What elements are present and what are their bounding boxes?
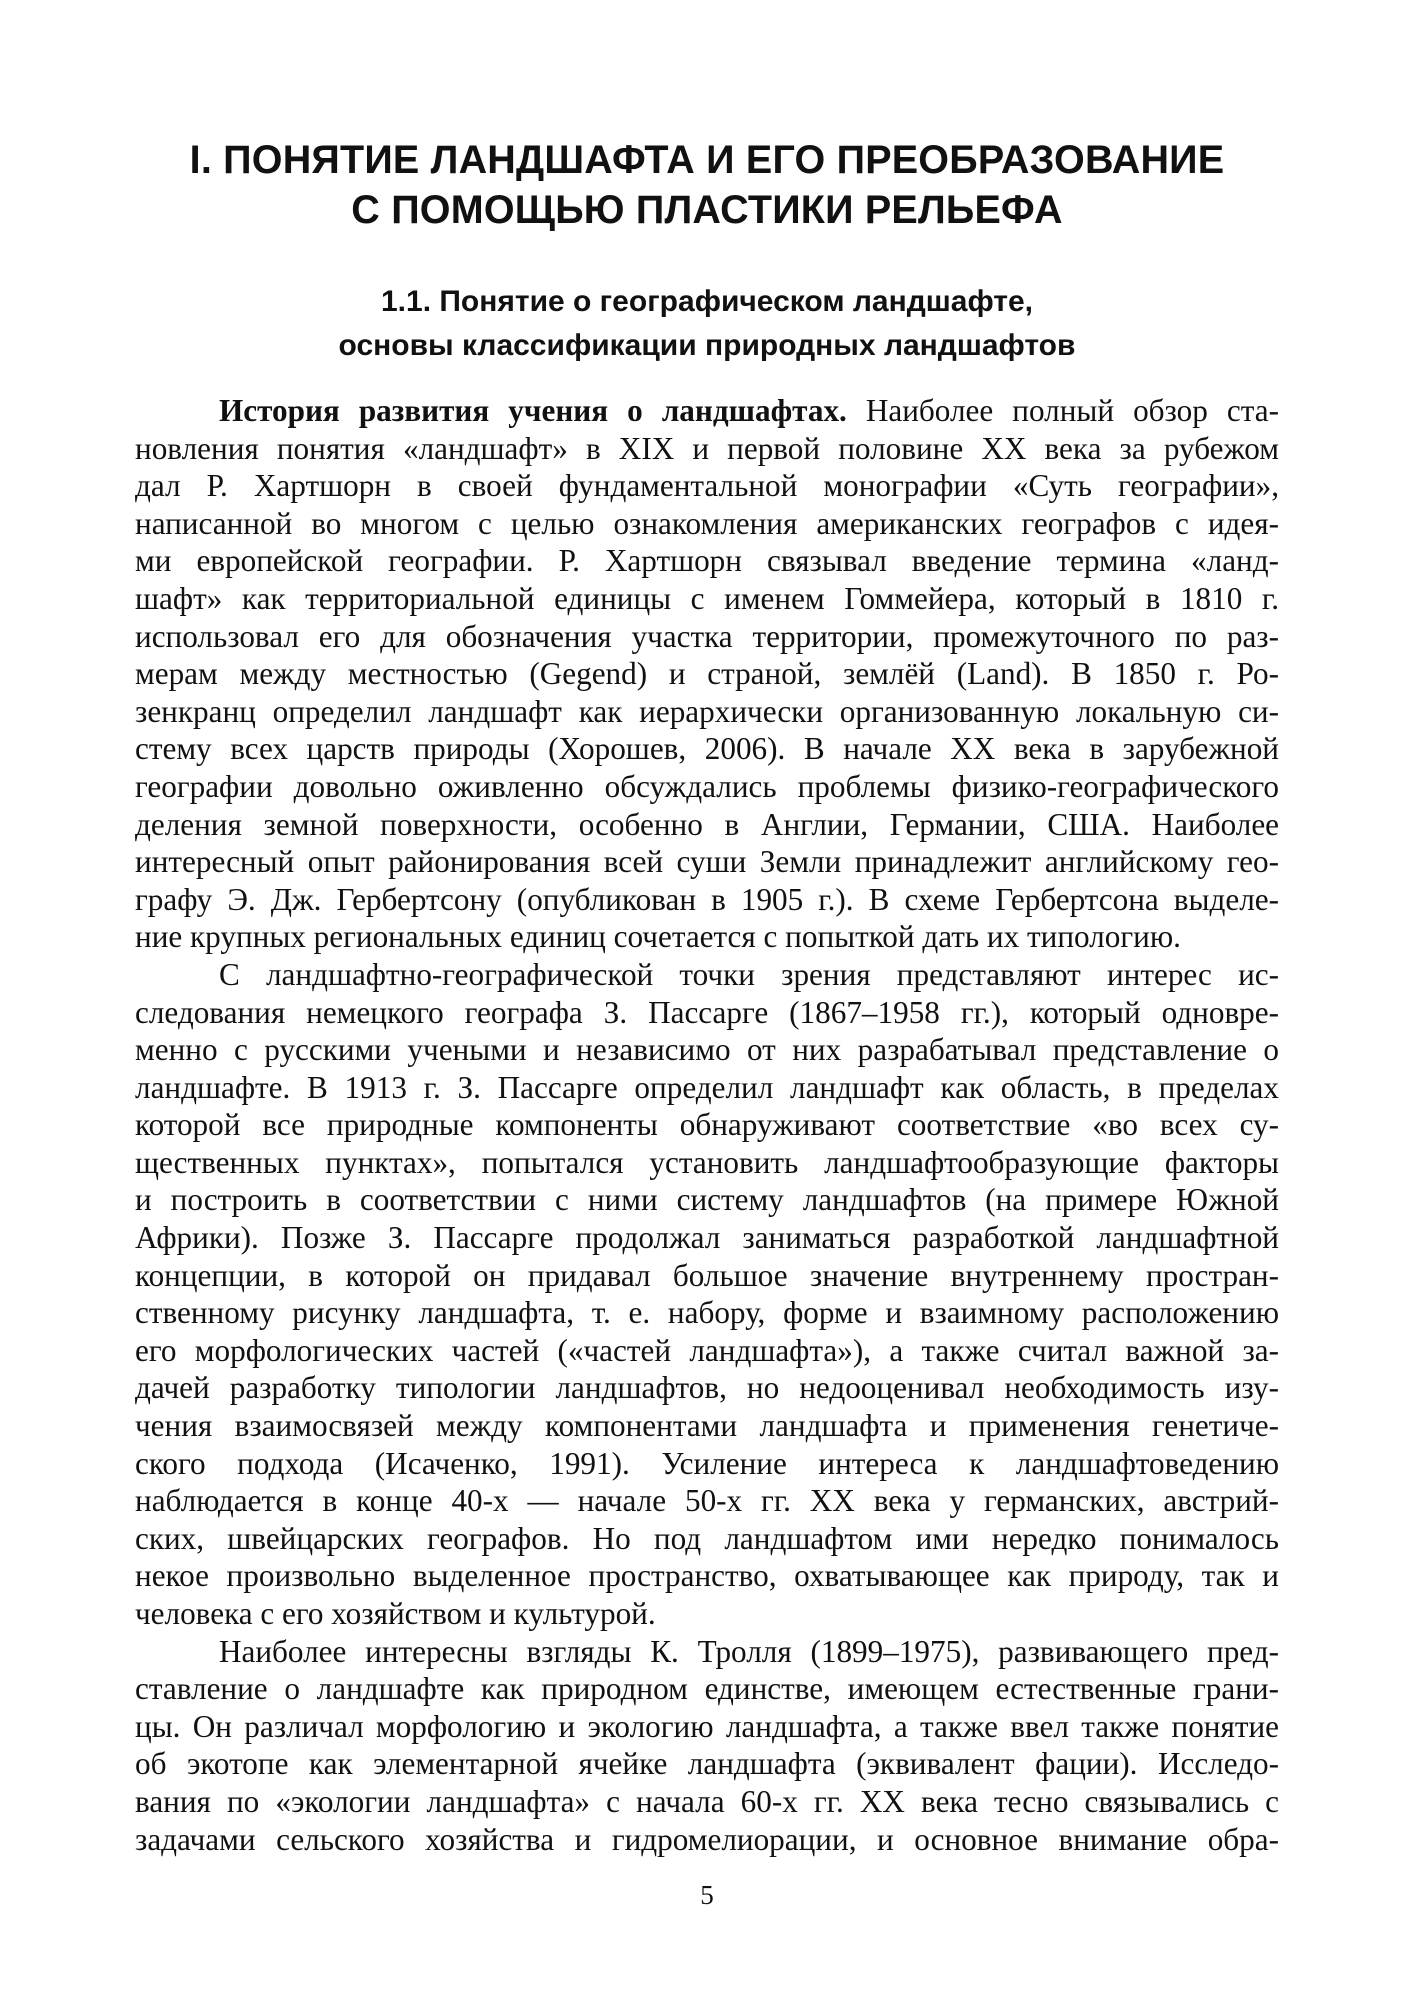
text-line: и построить в соответствии с ними систему ландшафтов (на примере Южной (135, 1182, 1279, 1218)
text-line: ских, швейцарских географов. Но под ландшафтом ими нередко понималось (135, 1520, 1279, 1556)
section-title-line: основы классификации природных ландшафтов (338, 329, 1076, 362)
text-line: Африки). Позже З. Пассарге продолжал заниматься разработкой ландшафтной (135, 1220, 1279, 1256)
chapter-title-line: I. ПОНЯТИЕ ЛАНДШАФТА И ЕГО ПРЕОБРАЗОВАНИЕ (189, 138, 1225, 182)
text-line: ского подхода (Исаченко, 1991). Усиление интереса к ландшафтоведению (135, 1445, 1279, 1481)
text-line: некое произвольно выделенное пространство, охватывающее как природу, так и (135, 1558, 1279, 1594)
text-line: интересный опыт районирования всей суши Земли принадлежит английскому гео- (135, 844, 1279, 880)
text-line: ственному рисунку ландшафта, т. е. набору, форме и взаимному расположению (135, 1295, 1279, 1331)
page-number: 5 (700, 1880, 714, 1910)
text-line: ставление о ландшафте как природном единстве, имеющем естественные грани- (135, 1671, 1279, 1707)
text-line: об экотопе как элементарной ячейке ландшафта (эквивалент фации). Исследо- (135, 1746, 1279, 1782)
text-line: шафт» как территориальной единицы с именем Гоммейера, который в 1810 г. (135, 580, 1279, 616)
text-line: дачей разработку типологии ландшафтов, но недооценивал необходимость изу- (135, 1370, 1279, 1406)
text-line: наблюдается в конце 40-х — начале 50-х гг. XX века у германских, австрий- (135, 1483, 1279, 1519)
text-line: географии довольно оживленно обсуждались проблемы физико-географического (135, 768, 1279, 804)
text-line: ми европейской географии. Р. Хартшорн связывал введение термина «ланд- (135, 543, 1279, 579)
chapter-title (135, 135, 1279, 235)
text-line: использовал его для обозначения участка территории, промежуточного по раз- (135, 618, 1279, 654)
text-line: человека с его хозяйством и культурой. (135, 1596, 656, 1631)
text-line: цы. Он различал морфологию и экологию ландшафта, а также ввел также понятие (135, 1708, 1279, 1744)
text-line: ландшафте. В 1913 г. З. Пассарге определил ландшафт как область, в пределах (135, 1069, 1279, 1105)
paragraph-lead: История развития учения о ландшафтах. (219, 393, 847, 428)
text-line: задачами сельского хозяйства и гидромелиорации, и основное внимание обра- (135, 1821, 1279, 1857)
text-line: дал Р. Хартшорн в своей фундаментальной монографии «Суть географии», (135, 468, 1279, 504)
text-line: щественных пунктах», попытался установить ландшафтообразующие факторы (135, 1144, 1279, 1180)
text-line: концепции, в которой он придавал большое значение внутреннему простран- (135, 1257, 1279, 1293)
text-line: стему всех царств природы (Хорошев, 2006). В начале XX века в зарубежной (135, 731, 1279, 767)
text-line: Наиболее интересны взгляды К. Тролля (1899–1975), развивающего пред- (219, 1633, 1279, 1669)
paragraph-2 (135, 956, 1279, 1633)
text-line: вания по «экологии ландшафта» с начала 60-х гг. XX века тесно связывались с (135, 1783, 1279, 1819)
body-text (135, 392, 1279, 1858)
text-line: следования немецкого географа З. Пассарге (1867–1958 гг.), который одновре- (135, 994, 1279, 1030)
text-line: новления понятия «ландшафт» в XIX и первой половине XX века за рубежом (135, 430, 1279, 466)
text-line: С ландшафтно-географической точки зрения представляют интерес ис- (219, 956, 1279, 992)
text-line: написанной во многом с целью ознакомления американских географов с идея- (135, 505, 1279, 541)
text-line: графу Э. Дж. Гербертсону (опубликован в 1905 г.). В схеме Гербертсона выделе- (135, 881, 1279, 917)
paragraph-1 (135, 392, 1279, 956)
document-page (135, 135, 1279, 1858)
text-line: мерам между местностью (Gegend) и страной, землёй (Land). В 1850 г. Ро- (135, 656, 1279, 692)
text-line: зенкранц определил ландшафт как иерархически организованную локальную си- (135, 693, 1279, 729)
section-title-line: 1.1. Понятие о географическом ландшафте, (380, 285, 1034, 318)
section-title (135, 280, 1279, 368)
chapter-title-line: С ПОМОЩЬЮ ПЛАСТИКИ РЕЛЬЕФА (351, 188, 1063, 232)
text-line: История развития учения о ландшафтах. Наиболее полный обзор ста- (219, 393, 1279, 428)
text-line: ние крупных региональных единиц сочетается с попыткой дать их типологию. (135, 919, 1181, 955)
paragraph-3 (135, 1633, 1279, 1859)
text-line: его морфологических частей («частей ландшафта»), а также считал важной за- (135, 1332, 1279, 1368)
text-line: чения взаимосвязей между компонентами ландшафта и применения генетиче- (135, 1408, 1279, 1444)
text-line: которой все природные компоненты обнаруживают соответствие «во всех су- (135, 1107, 1279, 1143)
text-line: деления земной поверхности, особенно в Англии, Германии, США. Наиболее (135, 806, 1279, 842)
text-line: менно с русскими учеными и независимо от них разрабатывал представление о (135, 1032, 1279, 1068)
